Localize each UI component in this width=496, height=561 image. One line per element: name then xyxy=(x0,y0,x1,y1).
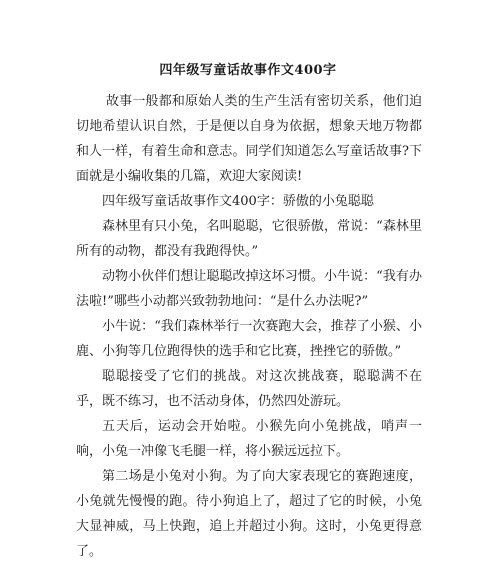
document-title: 四年级写童话故事作文400字 xyxy=(159,63,337,78)
story-paragraph-2: 动物小伙伴们想让聪聪改掉这坏习惯。小牛说：“我有办法啦!”哪些小动都兴致勃勃地问：“是什么办法呢?” xyxy=(76,269,422,309)
story-paragraph-5: 五天后，运动会开始啦。小猴先向小兔挑战，哨声一响，小兔一冲像飞毛腿一样，将小猴远远拉下。 xyxy=(76,419,422,459)
story-paragraph-3: 小牛说：“我们森林举行一次赛跑大会，推荐了小猴、小鹿、小狗等几位跑得快的选手和它比赛，挫挫它的骄傲。” xyxy=(76,319,422,359)
story-paragraph-4: 聪聪接受了它们的挑战。对这次挑战赛，聪聪满不在乎，既不练习，也不活动身体，仍然四处游玩。 xyxy=(76,369,422,409)
story-heading-paragraph: 四年级写童话故事作文400字：骄傲的小兔聪聪 xyxy=(102,194,374,209)
story-paragraph-6: 第二场是小兔对小狗。为了向大家表现它的赛跑速度，小兔就先慢慢的跑。待小狗追上了，超过了它的时候，小兔大显神威，马上快跑，追上并超过小狗。这时，小兔更得意了。 xyxy=(76,469,422,559)
story-paragraph-1: 森林里有只小兔，名叫聪聪，它很骄傲，常说：“森林里所有的动物，都没有我跑得快。” xyxy=(76,219,422,259)
intro-paragraph: 故事一般都和原始人类的生产生活有密切关系，他们迫切地希望认识自然，于是便以自身为依据，想象天地万物都和人一样，有着生命和意志。同学们知道怎么写童话故事?下面就是小编收集的几篇，欢迎大家阅读! xyxy=(76,94,422,184)
